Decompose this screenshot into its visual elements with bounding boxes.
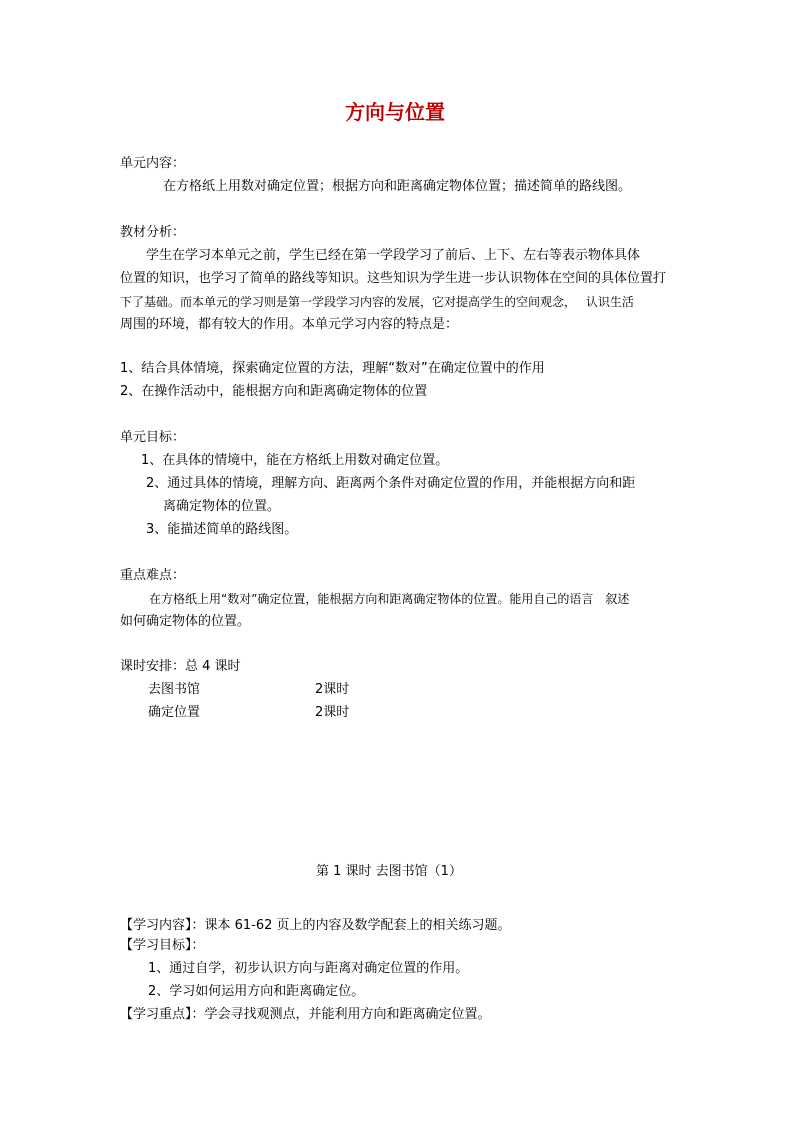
material-analysis-line-2: 位置的知识，也学习了简单的路线等知识。这些知识为学生进一步认识物体在空间的具体位置打	[120, 271, 667, 286]
material-analysis-heading: 教材分析：	[120, 225, 186, 240]
lesson-goal-1: 1、通过自学，初步认识方向与距离对确定位置的作用。	[148, 961, 469, 976]
lesson-goal-2: 2、学习如何运用方向和距离确定位。	[148, 984, 365, 999]
schedule-row-2-hours: 2课时	[315, 705, 350, 720]
material-point-1: 1、结合具体情境，探索确定位置的方法，理解“数对”在确定位置中的作用	[120, 361, 545, 376]
key-points-line-1: 在方格纸上用“数对”确定位置，能根据方向和距离确定物体的位置。能用自己的语言 叙述	[149, 592, 630, 606]
schedule-row-2-name: 确定位置	[148, 705, 201, 720]
material-point-2: 2、在操作活动中，能根据方向和距离确定物体的位置	[120, 384, 428, 399]
unit-goal-2: 2、通过具体的情境，理解方向、距离两个条件对确定位置的作用，并能根据方向和距	[146, 476, 636, 491]
lesson-goals-heading: 【学习目标】：	[120, 938, 205, 953]
unit-goal-2-cont: 离确定物体的位置。	[163, 499, 281, 514]
lesson-focus: 【学习重点】：学会寻找观测点，并能利用方向和距离确定位置。	[120, 1007, 491, 1022]
schedule-row-1-hours: 2课时	[315, 682, 350, 697]
unit-content-heading: 单元内容：	[120, 156, 186, 171]
unit-goal-3: 3、能描述简单的路线图。	[146, 522, 298, 537]
key-points-line-2: 如何确定物体的位置。	[120, 614, 251, 629]
unit-goals-heading: 单元目标：	[120, 430, 186, 445]
unit-goal-1: 1、在具体的情境中，能在方格纸上用数对确定位置。	[141, 453, 449, 468]
schedule-heading: 课时安排：总 4 课时	[120, 659, 241, 674]
page-title: 方向与位置	[345, 100, 445, 124]
material-analysis-line-3: 下了基础。而本单元的学习则是第一学段学习内容的发展，它对提高学生的空间观念， 认识生活	[120, 295, 634, 309]
material-analysis-line-1: 学生在学习本单元之前，学生已经在第一学段学习了前后、上下、左右等表示物体具体	[146, 248, 641, 263]
material-analysis-line-4: 周围的环境，都有较大的作用。本单元学习内容的特点是：	[120, 317, 459, 332]
key-points-heading: 重点难点：	[120, 568, 186, 583]
schedule-row-1-name: 去图书馆	[148, 682, 201, 697]
lesson-content: 【学习内容】：课本 61-62 页上的内容及数学配套上的相关练习题。	[120, 918, 511, 933]
lesson-title: 第 1 课时 去图书馆（1）	[316, 864, 462, 879]
unit-content-text: 在方格纸上用数对确定位置；根据方向和距离确定物体位置；描述简单的路线图。	[163, 179, 632, 194]
